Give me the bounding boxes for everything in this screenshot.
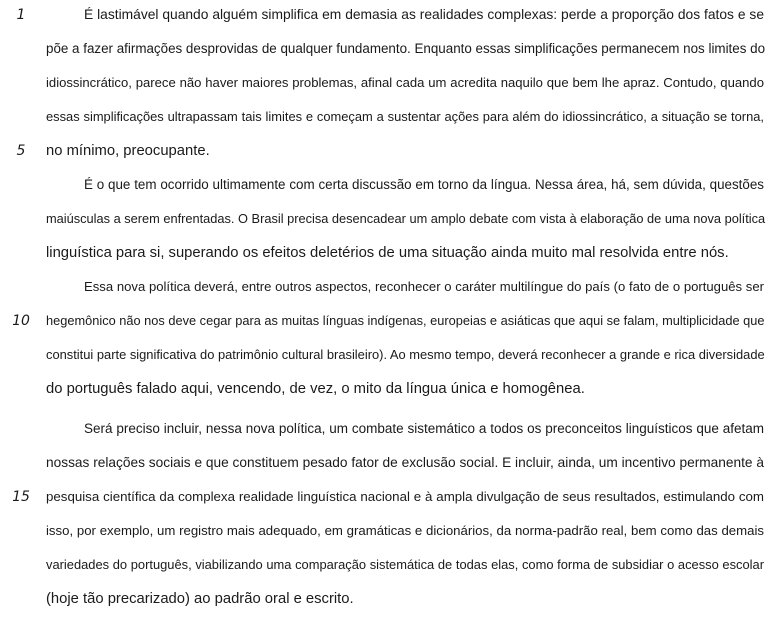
line-text: idiossincrático, parece não haver maiores problemas, afinal cada um acredita naquilo que bem lhe apraz. Contudo, quando: [46, 75, 764, 90]
text-line: [0, 418, 776, 452]
text-line: [0, 72, 776, 106]
text-line: [0, 106, 776, 140]
line-text: linguística para si, superando os efeitos deletérios de uma situação ainda muito mal resolvida entre nós.: [46, 245, 729, 261]
line-text: (hoje tão precarizado) ao padrão oral e escrito.: [46, 591, 354, 607]
text-line: [0, 588, 776, 622]
text-line: [0, 4, 776, 38]
line-number: 15: [12, 489, 30, 505]
line-text: maiúsculas a serem enfrentadas. O Brasil precisa desencadear um amplo debate com vista à elaboração de uma nova política: [46, 211, 766, 226]
line-text: Essa nova política deverá, entre outros aspectos, reconhecer o caráter multilíngue do país (o fato de o português ser: [84, 279, 764, 294]
text-line: [0, 242, 776, 276]
text-line: [0, 452, 776, 486]
line-text: É o que tem ocorrido ultimamente com certa discussão em torno da língua. Nessa área, há, sem dúvida, questões: [84, 177, 764, 192]
line-number: 10: [12, 313, 30, 329]
line-text: do português falado aqui, vencendo, de vez, o mito da língua única e homogênea.: [46, 381, 585, 397]
line-text: Será preciso incluir, nessa nova política, um combate sistemático a todos os preconceitos linguísticos que afetam: [84, 421, 764, 436]
line-text: constitui parte significativa do patrimônio cultural brasileiro). Ao mesmo tempo, deverá reconhecer a grande e rica diversidade: [46, 347, 765, 362]
text-line: [0, 140, 776, 174]
line-text: variedades do português, viabilizando uma comparação sistemática de todas elas, como forma de subsidiar o acesso escolar: [46, 557, 764, 572]
line-text: põe a fazer afirmações desprovidas de qualquer fundamento. Enquanto essas simplificações permanecem nos limites do: [46, 41, 766, 56]
line-number: 1: [16, 7, 26, 23]
text-line: [0, 310, 776, 344]
line-number: 5: [16, 143, 26, 159]
text-line: [0, 344, 776, 378]
text-line: [0, 520, 776, 554]
line-text: isso, por exemplo, um registro mais adequado, em gramáticas e dicionários, da norma-padrão real, bem como das demais: [46, 523, 764, 538]
line-text: nossas relações sociais e que constituem pesado fator de exclusão social. E incluir, ainda, um incentivo permanente à: [46, 455, 764, 470]
line-text: É lastimável quando alguém simplifica em demasia as realidades complexas: perde a proporção dos fatos e se: [84, 7, 764, 22]
line-text: no mínimo, preocupante.: [46, 143, 210, 159]
line-text: hegemônico não nos deve cegar para as muitas línguas indígenas, europeias e asiáticas que aqui se falam, multiplicidade que: [46, 313, 765, 328]
text-line: [0, 378, 776, 412]
line-text: pesquisa científica da complexa realidade linguística nacional e à ampla divulgação de seus resultados, estimulando com: [46, 489, 764, 504]
text-line: [0, 208, 776, 242]
text-line: [0, 276, 776, 310]
text-line: [0, 486, 776, 520]
text-line: [0, 174, 776, 208]
text-line: [0, 554, 776, 588]
line-text: essas simplificações ultrapassam tais limites e começam a sustentar ações para além do idiossincrático, a situação se torna,: [46, 109, 764, 124]
text-line: [0, 38, 776, 72]
